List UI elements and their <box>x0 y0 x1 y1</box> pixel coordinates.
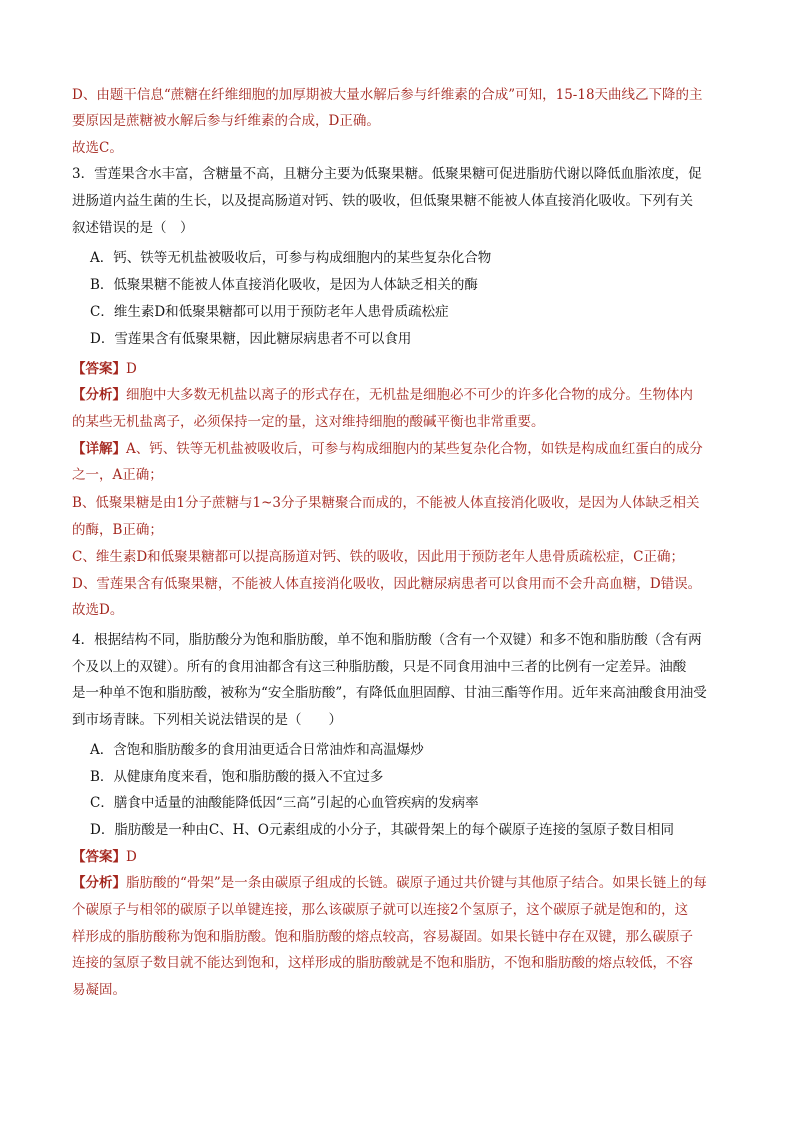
option-line <box>90 820 674 840</box>
option-line <box>90 275 478 295</box>
line-text: D．脂肪酸是一种由C、H、O元素组成的小分子，其碳骨架上的每个碳原子连接的氢原子数目相同 <box>90 822 674 838</box>
line-text: 连接的氢原子数目就不能达到饱和，这样形成的脂肪酸就是不饱和脂肪，不饱和脂肪酸的熔点较低，不容 <box>72 955 693 971</box>
line-text: 易凝固。 <box>72 982 126 998</box>
line-text: 个及以上的双键）。所有的食用油都含有这三种脂肪酸，只是不同食用油中三者的比例有一定差异。油酸 <box>72 659 687 675</box>
section-tag: 【分析】 <box>72 875 126 891</box>
line-text: A、钙、铁等无机盐被吸收后，可参与构成细胞内的某些复杂化合物，如铁是构成血红蛋白的成分 <box>126 441 703 457</box>
line-text: 之一，A正确； <box>72 467 163 483</box>
line-text: A．钙、铁等无机盐被吸收后，可参与构成细胞内的某些复杂化合物 <box>90 250 492 266</box>
line-text: A．含饱和脂肪酸多的食用油更适合日常油炸和高温爆炒 <box>90 742 424 758</box>
line-text: 个碳原子与相邻的碳原子以单键连接，那么该碳原子就可以连接2个氢原子，这个碳原子就是饱和的，这 <box>72 902 689 918</box>
line-text: D、雪莲果含有低聚果糖，不能被人体直接消化吸收，因此糖尿病患者可以食用而不会升高血糖，D错误。 <box>72 576 702 592</box>
line-text: 叙述错误的是（ ） <box>72 220 194 236</box>
option-line <box>90 248 491 268</box>
line-text: D．雪莲果含有低聚果糖，因此糖尿病患者不可以食用 <box>90 331 412 347</box>
line-text: D、由题干信息“蔗糖在纤维细胞的加厚期被大量水解后参与纤维素的合成”可知，15-18天曲线乙下降的主 <box>72 87 703 103</box>
text-line <box>72 900 688 920</box>
option-line <box>90 329 411 349</box>
line-text: 样形成的脂肪酸称为饱和脂肪酸。饱和脂肪酸的熔点较高，容易凝固。如果长链中存在双键，那么碳原子 <box>72 929 693 945</box>
line-text: 3．雪莲果含水丰富，含糖量不高，且糖分主要为低聚果糖。低聚果糖可促进脂肪代谢以降低血脂浓度，促 <box>72 166 702 182</box>
text-line <box>72 547 684 567</box>
text-line <box>72 600 123 620</box>
answer-section-line <box>72 873 707 893</box>
line-text: 的酶，B正确； <box>72 522 163 538</box>
line-text: D <box>126 361 137 377</box>
text-line <box>72 710 342 730</box>
option-line <box>90 767 383 787</box>
line-text: C．维生素D和低聚果糖都可以用于预防老年人患骨质疏松症 <box>90 304 449 320</box>
text-line <box>72 953 693 973</box>
text-line <box>72 218 194 238</box>
text-line <box>72 85 703 105</box>
text-line <box>72 111 380 131</box>
text-line <box>72 630 702 650</box>
text-line <box>72 191 693 211</box>
text-line <box>72 980 126 1000</box>
line-text: 到市场青睐。下列相关说法错误的是（ ） <box>72 712 342 728</box>
answer-section-line <box>72 359 137 379</box>
section-tag: 【详解】 <box>72 441 126 457</box>
line-text: 的某些无机盐离子，必须保持一定的量，这对维持细胞的酸碱平衡也非常重要。 <box>72 414 545 430</box>
line-text: C、维生素D和低聚果糖都可以提高肠道对钙、铁的吸收，因此用于预防老年人患骨质疏松症，C正确； <box>72 549 684 565</box>
line-text: 4．根据结构不同，脂肪酸分为饱和脂肪酸，单不饱和脂肪酸（含有一个双键）和多不饱和脂肪酸（含有两 <box>72 632 702 648</box>
text-line <box>72 657 686 677</box>
text-line <box>72 465 163 485</box>
text-line <box>72 927 693 947</box>
text-line <box>72 164 702 184</box>
line-text: B、低聚果糖是由1分子蔗糖与1~3分子果糖聚合而成的，不能被人体直接消化吸收，是因为人体缺乏相关 <box>72 495 700 511</box>
answer-section-line <box>72 847 137 867</box>
line-text: B．从健康角度来看，饱和脂肪酸的摄入不宜过多 <box>90 769 384 785</box>
text-line <box>72 493 700 513</box>
line-text: D <box>126 849 137 865</box>
section-tag: 【答案】 <box>72 849 126 865</box>
option-line <box>90 740 424 760</box>
answer-section-line <box>72 385 693 405</box>
text-line <box>72 520 163 540</box>
line-text: 进肠道内益生菌的生长，以及提高肠道对钙、铁的吸收，但低聚果糖不能被人体直接消化吸收。下列有关 <box>72 193 693 209</box>
line-text: 细胞中大多数无机盐以离子的形式存在，无机盐是细胞必不可少的许多化合物的成分。生物体内 <box>126 387 693 403</box>
text-line <box>72 138 123 158</box>
line-text: 脂肪酸的“骨架”是一条由碳原子组成的长链。碳原子通过共价键与其他原子结合。如果长链上的每 <box>126 875 707 891</box>
line-text: B．低聚果糖不能被人体直接消化吸收，是因为人体缺乏相关的酶 <box>90 277 478 293</box>
line-text: 故选C。 <box>72 140 123 156</box>
line-text: C．膳食中适量的油酸能降低因“三高”引起的心血管疾病的发病率 <box>90 795 479 811</box>
line-text: 是一种单不饱和脂肪酸，被称为“安全脂肪酸”，有降低血胆固醇、甘油三酯等作用。近年来高油酸食用油受 <box>72 685 707 701</box>
line-text: 要原因是蔗糖被水解后参与纤维素的合成，D正确。 <box>72 113 380 129</box>
line-text: 故选D。 <box>72 602 124 618</box>
section-tag: 【答案】 <box>72 361 126 377</box>
section-tag: 【分析】 <box>72 387 126 403</box>
text-line <box>72 683 707 703</box>
text-line <box>72 574 701 594</box>
option-line <box>90 302 449 322</box>
option-line <box>90 793 479 813</box>
answer-section-line <box>72 439 703 459</box>
text-line <box>72 412 545 432</box>
